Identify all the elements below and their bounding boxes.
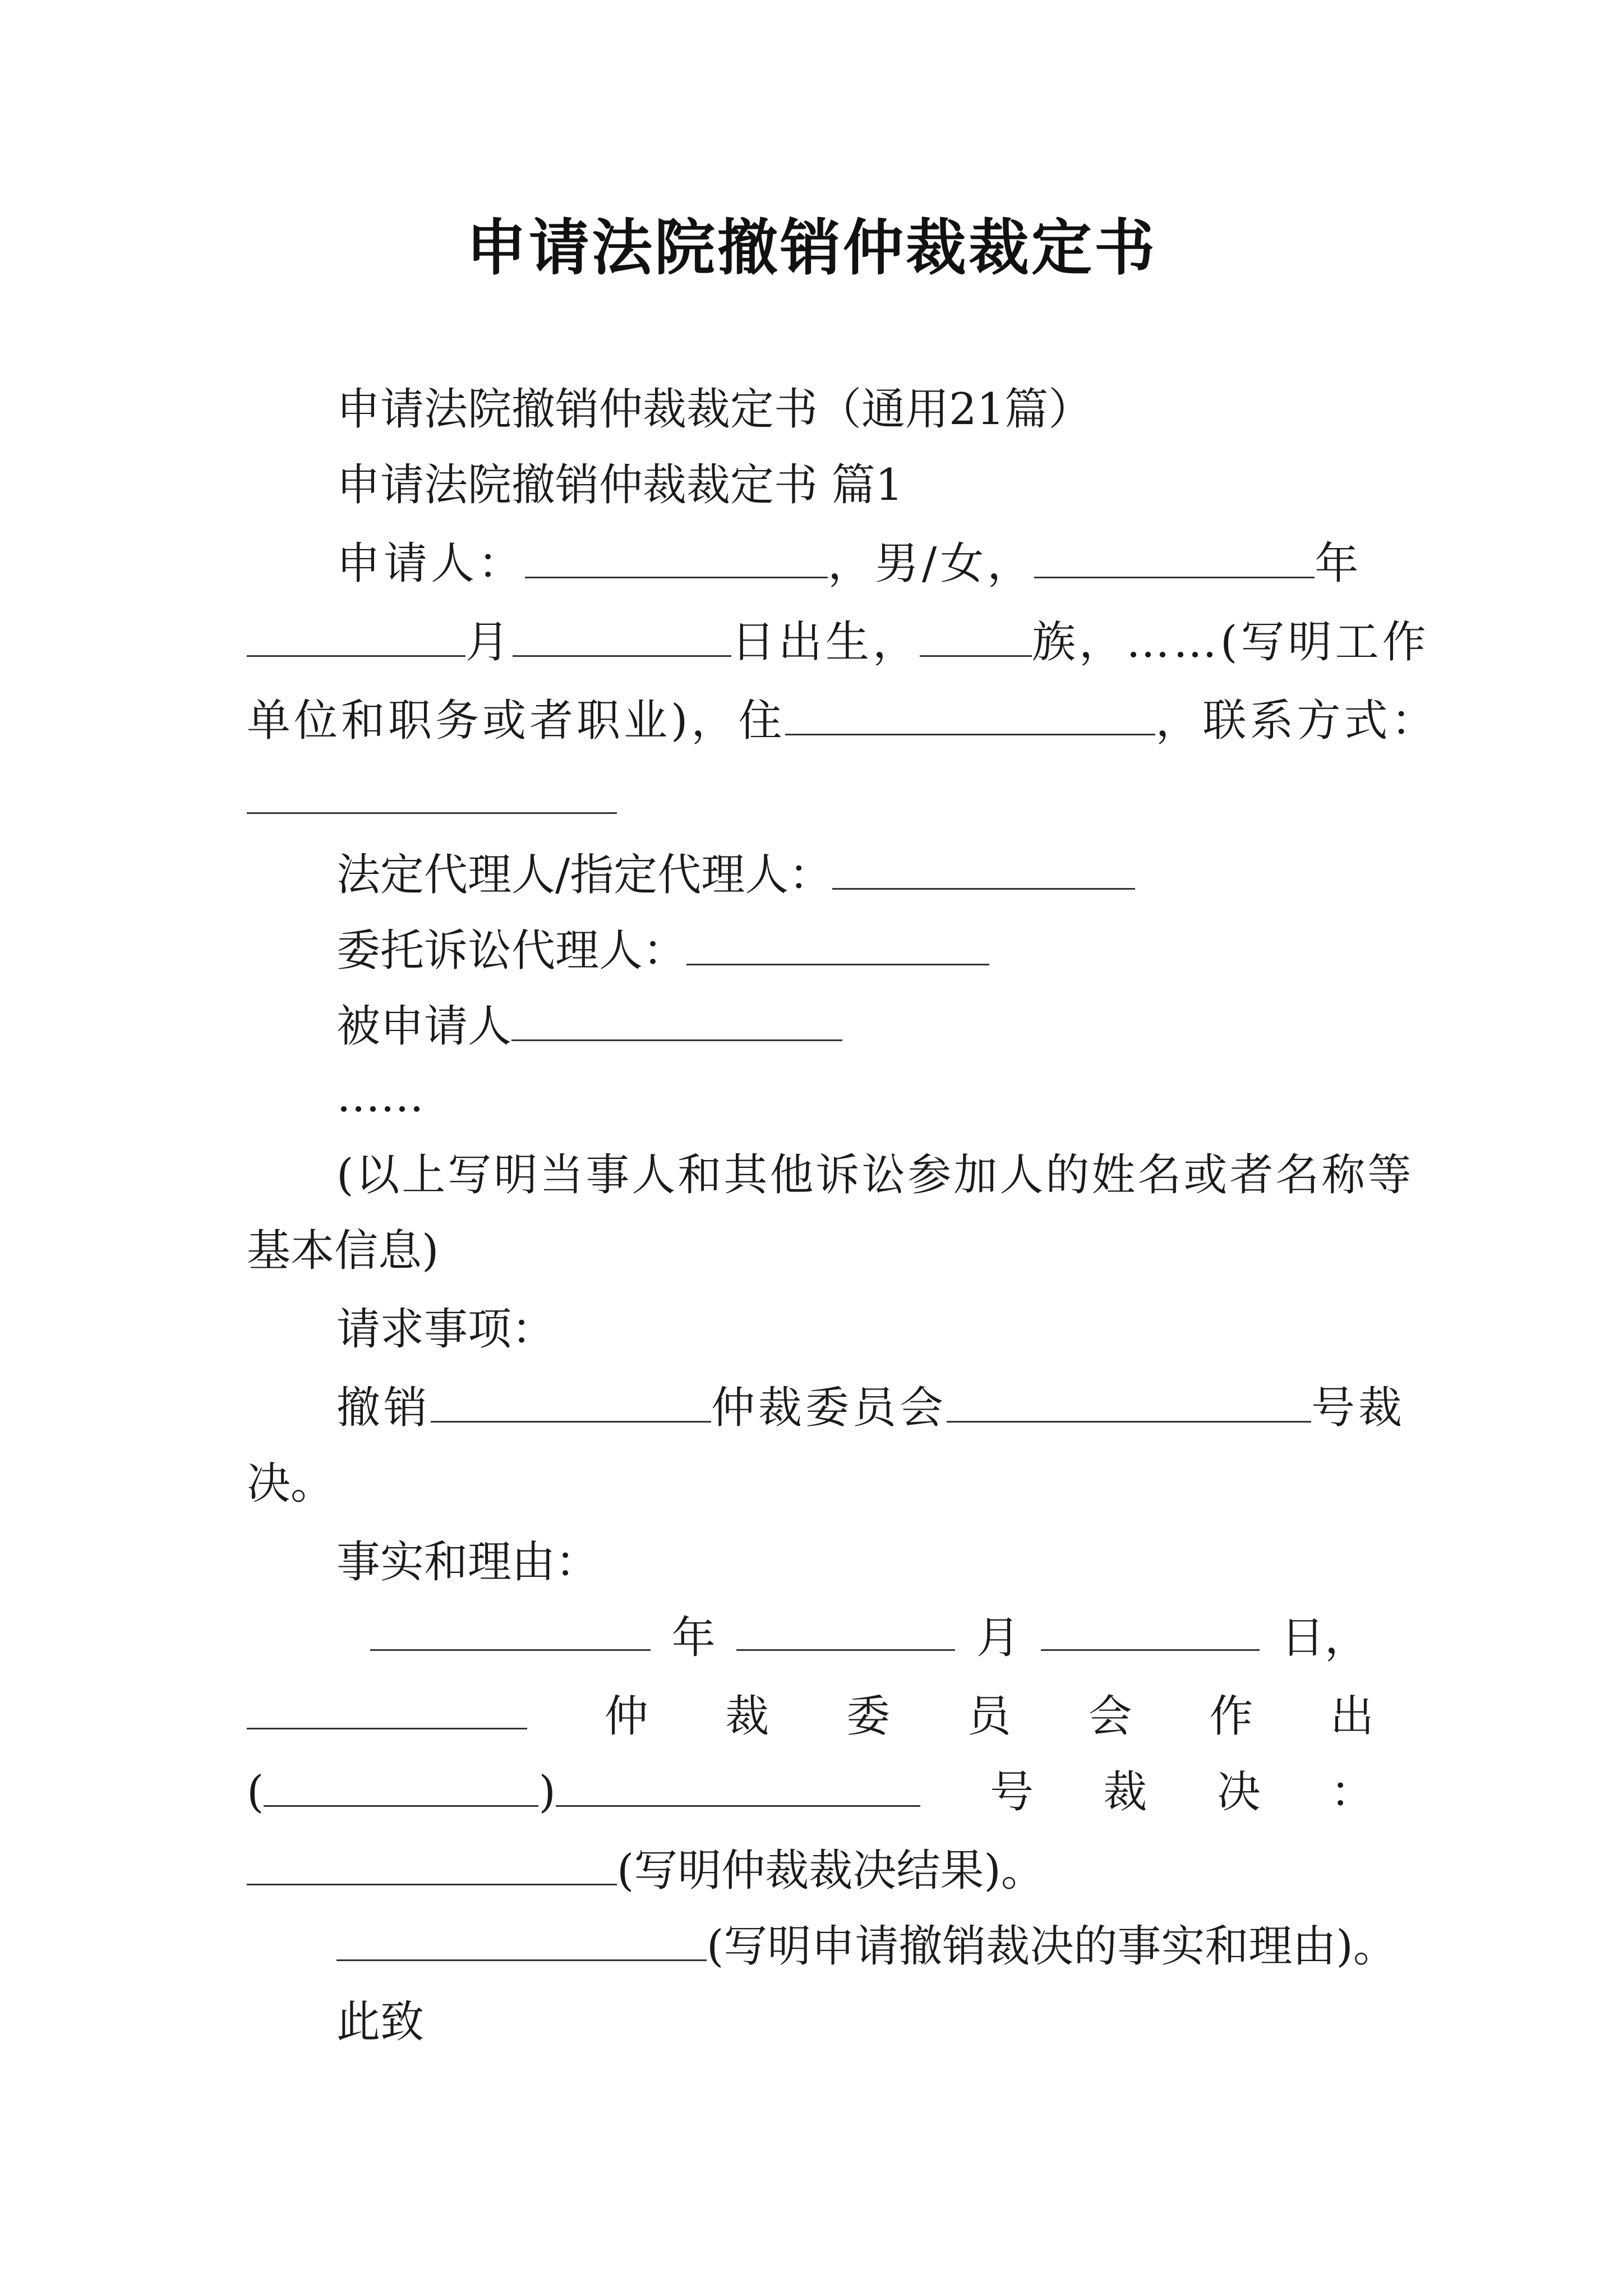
section-heading: 申请法院撤销仲裁裁定书 篇1 (336, 460, 903, 510)
award-char: ： (1330, 1767, 1374, 1818)
ellipsis: …… (336, 1071, 424, 1122)
claims-line-1 (336, 1380, 1405, 1436)
respondent-line (336, 999, 842, 1055)
award-number-group (247, 1764, 920, 1820)
closing-text: 此致 (336, 1997, 425, 2047)
applicant-line-4 (247, 771, 617, 827)
gender-text: ，男/女， (828, 539, 1035, 589)
reason-blank (336, 1920, 707, 1961)
made-by-char: 作 (1209, 1691, 1253, 1742)
facts-label: 事实和理由： (336, 1537, 600, 1588)
award-number-blank (947, 1382, 1311, 1423)
ethnic-text: 族，……(写明工作 (1032, 617, 1430, 668)
applicant-name-blank (525, 537, 828, 578)
made-by-char: 裁 (725, 1691, 769, 1742)
applicant-line-2 (247, 614, 1429, 670)
facts-day-text: 日， (1280, 1613, 1368, 1663)
claims-line-2: 决。 (247, 1458, 335, 1509)
contact-blank (247, 773, 617, 814)
arbitration-body-blank (431, 1382, 711, 1423)
birth-day-blank (513, 616, 731, 657)
agent-label: 委托诉讼代理人： (336, 926, 687, 976)
award-day-blank (1041, 1610, 1260, 1651)
month-text: 月 (465, 617, 513, 668)
made-by-char: 委 (846, 1691, 891, 1742)
applicant-line-3 (247, 693, 1438, 749)
made-by-char: 出 (1330, 1691, 1374, 1742)
result-text: (写明仲裁裁决结果)。 (617, 1846, 1045, 1896)
legal-rep-line (336, 847, 1135, 903)
facts-made-by-line (247, 1688, 1374, 1745)
document-subtitle: 申请法院撤销仲裁裁定书（通用21篇） (336, 384, 1092, 435)
facts-month-text: 月 (976, 1613, 1020, 1663)
reason-text: (写明申请撤销裁决的事实和理由)。 (707, 1921, 1397, 1972)
award-year-blank (370, 1610, 651, 1651)
occupation-text: 单位和职务或者职业)，住 (247, 696, 786, 746)
claims-label: 请求事项： (336, 1304, 556, 1355)
award-serial-blank (556, 1766, 920, 1807)
made-by-char: 会 (1088, 1691, 1132, 1742)
award-year-paren-blank (264, 1766, 538, 1807)
birth-month-blank (247, 616, 465, 657)
birth-text: 日出生， (731, 617, 920, 668)
made-by-char: 仲 (604, 1691, 648, 1742)
award-char: 决 (1216, 1767, 1261, 1818)
paren-open: ( (247, 1767, 264, 1818)
applicant-label: 申请人： (336, 539, 525, 589)
award-char: 号 (990, 1767, 1034, 1818)
agent-blank (686, 924, 989, 965)
document-title: 申请法院撤销仲裁裁定书 (465, 213, 1157, 283)
award-month-blank (736, 1610, 955, 1651)
revoke-text: 撤销 (336, 1383, 431, 1433)
contact-text: ，联系方式： (1155, 696, 1438, 746)
legal-rep-label: 法定代理人/指定代理人： (336, 850, 833, 900)
applicant-line-1 (336, 536, 1362, 592)
note-line-2: 基本信息) (247, 1226, 439, 1276)
committee-text: 仲裁委员会 (711, 1383, 947, 1433)
facts-date-line (370, 1610, 1368, 1666)
award-no-text: 号裁 (1311, 1383, 1406, 1433)
paren-close: ) (538, 1767, 556, 1818)
respondent-label: 被申请人 (336, 1001, 512, 1052)
facts-award-line (247, 1764, 1374, 1820)
award-char: 裁 (1103, 1767, 1147, 1818)
award-result-blank (247, 1844, 617, 1885)
made-by-char: 员 (967, 1691, 1011, 1742)
address-blank (785, 694, 1155, 735)
committee-name-blank (247, 1688, 527, 1729)
facts-result-line (247, 1843, 1045, 1899)
note-line-1: (以上写明当事人和其他诉讼参加人的姓名或者名称等 (336, 1150, 1414, 1200)
respondent-blank (511, 1000, 842, 1041)
birth-year-blank (1034, 537, 1315, 578)
agent-line (336, 923, 989, 979)
facts-reason-line (336, 1918, 1397, 1975)
ethnic-blank (920, 616, 1032, 657)
legal-rep-blank (832, 849, 1135, 890)
year-text: 年 (1315, 539, 1362, 589)
facts-year-text: 年 (671, 1613, 716, 1663)
